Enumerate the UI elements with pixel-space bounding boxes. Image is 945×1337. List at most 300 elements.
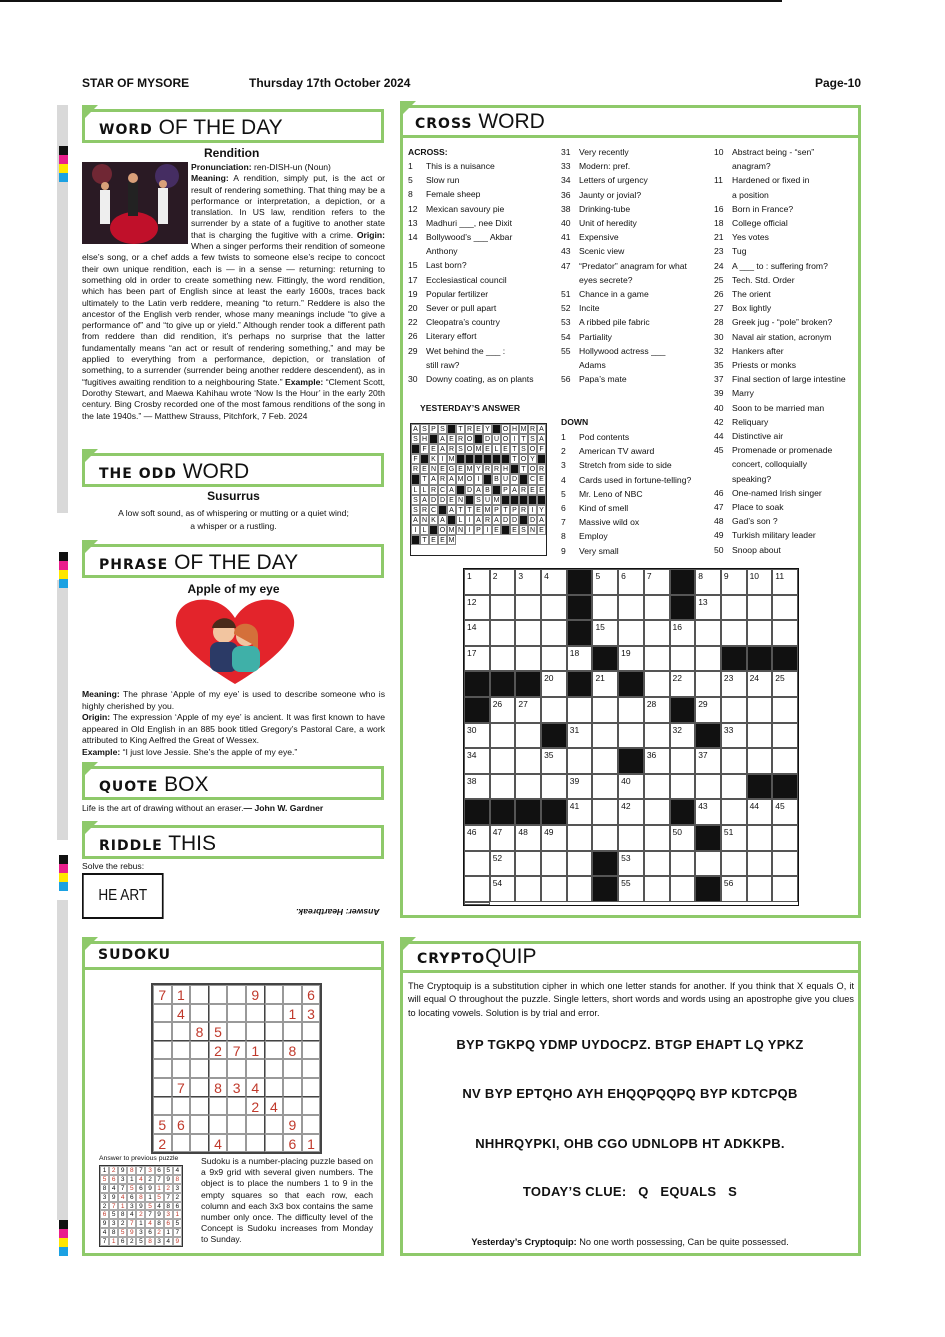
crossword-cell[interactable]: 11 — [772, 569, 798, 595]
crossword-cell[interactable] — [772, 851, 798, 877]
crossword-cell[interactable] — [721, 748, 747, 774]
crossword-cell[interactable] — [515, 620, 541, 646]
crossword-cell[interactable]: 38 — [464, 774, 490, 800]
crossword-cell[interactable]: 54 — [490, 876, 516, 902]
crossword-cell[interactable]: 42 — [618, 799, 644, 825]
crossword-cell[interactable] — [515, 774, 541, 800]
sudoku-cell[interactable] — [265, 1115, 284, 1134]
sudoku-cell[interactable] — [246, 1059, 265, 1078]
header-rule — [0, 0, 782, 2]
sudoku-cell[interactable] — [227, 1022, 246, 1041]
crossword-cell[interactable] — [515, 646, 541, 672]
crossword-cell[interactable]: 17 — [464, 646, 490, 672]
answer-cell: A — [447, 474, 456, 484]
crossword-cell[interactable] — [670, 748, 696, 774]
sudoku-cell[interactable]: 4 — [209, 1134, 228, 1153]
crossword-cell[interactable] — [515, 851, 541, 877]
crossword-cell[interactable]: 7 — [644, 569, 670, 595]
sudoku-cell[interactable] — [190, 1059, 209, 1078]
answer-cell: F — [411, 454, 420, 464]
crossword-cell[interactable] — [695, 646, 721, 672]
crossword-cell[interactable] — [515, 748, 541, 774]
crossword-cell[interactable] — [772, 748, 798, 774]
answer-cell: N — [421, 516, 428, 524]
black-square — [438, 505, 447, 515]
answer-cell: E — [438, 464, 447, 474]
previous-sudoku-cell: 2 — [145, 1175, 154, 1184]
crossword-cell[interactable] — [772, 595, 798, 621]
sudoku-cell[interactable]: 5 — [209, 1022, 228, 1041]
crossword-cell[interactable]: 5 — [592, 569, 618, 595]
previous-sudoku-cell: 8 — [155, 1219, 164, 1228]
answer-cell: A — [537, 515, 546, 525]
answer-cell: M — [466, 466, 473, 474]
crossword-cell[interactable]: 21 — [592, 671, 618, 697]
clue-item: 30 Downy coating, as on plants — [408, 374, 534, 385]
answer-cell: A — [474, 515, 483, 525]
sudoku-cell[interactable] — [227, 1097, 246, 1116]
crossword-cell[interactable]: 18 — [567, 646, 593, 672]
crossword-cell[interactable]: 40 — [618, 774, 644, 800]
clue-item: 26 Literary effort — [408, 331, 477, 342]
crossword-cell[interactable] — [541, 646, 567, 672]
crossword-cell[interactable]: 53 — [618, 851, 644, 877]
crossword-cell[interactable] — [541, 851, 567, 877]
sudoku-cell[interactable] — [172, 1041, 191, 1060]
sudoku-cell[interactable] — [302, 1097, 321, 1116]
crossword-cell[interactable] — [772, 697, 798, 723]
crossword-cell[interactable]: 4 — [541, 569, 567, 595]
sudoku-cell[interactable] — [283, 1022, 302, 1041]
crossword-cell[interactable]: 28 — [644, 697, 670, 723]
crossword-cell[interactable]: 15 — [592, 620, 618, 646]
crossword-cell[interactable] — [592, 748, 618, 774]
sudoku-cell[interactable] — [153, 1059, 172, 1078]
answer-cell: P — [429, 424, 438, 434]
crossword-cell[interactable] — [490, 723, 516, 749]
crossword-cell[interactable] — [644, 851, 670, 877]
sudoku-cell[interactable]: 6 — [172, 1115, 191, 1134]
clue-item: 8 Employ — [561, 531, 608, 542]
crossword-cell[interactable]: 31 — [567, 723, 593, 749]
crossword-cell[interactable] — [695, 774, 721, 800]
sudoku-cell[interactable]: 9 — [283, 1115, 302, 1134]
sudoku-cell[interactable] — [153, 1078, 172, 1097]
clue-item: 44 Distinctive air — [714, 431, 784, 442]
sudoku-cell[interactable] — [283, 985, 302, 1004]
crossword-cell[interactable] — [747, 851, 773, 877]
answer-cell: T — [519, 434, 528, 444]
crossword-grid[interactable] — [463, 568, 799, 906]
previous-sudoku-cell: 6 — [136, 1184, 145, 1193]
crossword-cell[interactable] — [747, 697, 773, 723]
sudoku-cell[interactable] — [153, 1041, 172, 1060]
answer-cell: R — [412, 466, 419, 474]
sudoku-cell[interactable] — [283, 1078, 302, 1097]
cryptoquip-line-2: NV BYP EPTQHO AYH EHQQPQQPQ BYP KDTCPQB — [462, 1086, 798, 1101]
sudoku-cell[interactable] — [227, 1115, 246, 1134]
crossword-cell[interactable] — [592, 723, 618, 749]
sudoku-cell[interactable]: 4 — [172, 1004, 191, 1023]
crossword-cell[interactable]: 6 — [618, 569, 644, 595]
sudoku-cell[interactable]: 6 — [283, 1134, 302, 1153]
sudoku-cell[interactable]: 3 — [302, 1004, 321, 1023]
sudoku-cell[interactable] — [227, 1134, 246, 1153]
sudoku-cell[interactable]: 7 — [172, 1078, 191, 1097]
crossword-cell[interactable] — [592, 774, 618, 800]
crossword-cell[interactable] — [721, 620, 747, 646]
clue-item: 56 Papa’s mate — [561, 374, 627, 385]
crossword-cell[interactable] — [490, 595, 516, 621]
crossword-cell[interactable]: 30 — [464, 723, 490, 749]
crossword-cell[interactable] — [747, 620, 773, 646]
sudoku-cell[interactable]: 1 — [172, 985, 191, 1004]
sudoku-cell[interactable] — [153, 1004, 172, 1023]
crossword-cell[interactable]: 22 — [670, 671, 696, 697]
answer-cell: Y — [528, 454, 537, 464]
crossword-cell[interactable]: 52 — [490, 851, 516, 877]
crossword-cell[interactable]: 46 — [464, 825, 490, 851]
answer-cell: R — [520, 486, 527, 494]
sudoku-cell[interactable] — [265, 985, 284, 1004]
black-square — [447, 424, 456, 434]
answer-cell: S — [411, 495, 420, 505]
sudoku-cell[interactable] — [265, 1134, 284, 1153]
black-square — [464, 671, 490, 697]
crossword-cell[interactable]: 55 — [618, 876, 644, 902]
answer-cell: I — [465, 515, 474, 525]
crossword-cell[interactable] — [618, 595, 644, 621]
sudoku-cell[interactable] — [227, 1004, 246, 1023]
crossword-cell[interactable] — [490, 774, 516, 800]
crossword-cell[interactable]: 1 — [464, 569, 490, 595]
sudoku-cell[interactable] — [209, 1097, 228, 1116]
crossword-cell[interactable]: 51 — [721, 825, 747, 851]
crossword-cell[interactable] — [644, 774, 670, 800]
crossword-cell[interactable] — [772, 723, 798, 749]
crossword-cell[interactable] — [695, 671, 721, 697]
crossword-cell[interactable]: 44 — [747, 799, 773, 825]
crossword-cell[interactable]: 56 — [721, 876, 747, 902]
answer-cell: B — [492, 474, 501, 484]
crossword-cell[interactable] — [592, 697, 618, 723]
black-square — [519, 515, 528, 525]
crossword-cell[interactable] — [490, 646, 516, 672]
crossword-cell[interactable]: 36 — [644, 748, 670, 774]
crossword-cell[interactable] — [747, 748, 773, 774]
sudoku-cell[interactable] — [172, 1059, 191, 1078]
crossword-cell[interactable]: 14 — [464, 620, 490, 646]
crossword-cell[interactable]: 2 — [490, 569, 516, 595]
crossword-cell[interactable] — [644, 799, 670, 825]
crossword-cell[interactable] — [644, 646, 670, 672]
tag-corner — [82, 762, 98, 778]
crossword-cell[interactable]: 24 — [747, 671, 773, 697]
crossword-cell[interactable] — [695, 851, 721, 877]
sudoku-cell[interactable] — [209, 1059, 228, 1078]
crossword-cell[interactable] — [644, 876, 670, 902]
sudoku-cell[interactable]: 1 — [283, 1004, 302, 1023]
sudoku-cell[interactable]: 4 — [246, 1078, 265, 1097]
clue-item: 15 Last born? — [408, 260, 467, 271]
answer-cell: E — [528, 485, 537, 495]
crossword-cell[interactable] — [515, 723, 541, 749]
crossword-cell[interactable] — [515, 595, 541, 621]
clue-item: a position — [732, 189, 769, 200]
sudoku-cell[interactable] — [265, 1059, 284, 1078]
sudoku-cell[interactable]: 2 — [246, 1097, 265, 1116]
registration-mark — [59, 873, 68, 882]
crossword-cell[interactable] — [618, 723, 644, 749]
sudoku-cell[interactable]: 2 — [209, 1041, 228, 1060]
crossword-cell[interactable] — [644, 595, 670, 621]
crossword-cell[interactable]: 25 — [772, 671, 798, 697]
sudoku-cell[interactable] — [302, 1041, 321, 1060]
answer-cell: I — [528, 505, 537, 515]
crossword-cell[interactable] — [567, 876, 593, 902]
crossword-cell[interactable] — [644, 825, 670, 851]
sudoku-cell[interactable]: 8 — [283, 1041, 302, 1060]
answer-cell: R — [466, 426, 473, 433]
clue-item: 7 Massive wild ox — [561, 517, 640, 528]
crossword-cell[interactable] — [592, 595, 618, 621]
sudoku-cell[interactable] — [302, 1115, 321, 1134]
clue-item: 29 Wet behind the ___ : — [408, 345, 506, 356]
answer-cell: P — [492, 505, 501, 515]
crossword-cell[interactable]: 29 — [695, 697, 721, 723]
crossword-cell[interactable]: 13 — [695, 595, 721, 621]
sudoku-cell[interactable]: 3 — [227, 1078, 246, 1097]
answer-cell: P — [510, 505, 519, 515]
crossword-cell[interactable] — [567, 825, 593, 851]
previous-sudoku-cell: 8 — [145, 1237, 154, 1246]
previous-sudoku-cell: 6 — [164, 1219, 173, 1228]
previous-sudoku-cell: 4 — [118, 1193, 127, 1202]
answer-cell: K — [429, 454, 438, 464]
previous-sudoku-cell: 3 — [118, 1175, 127, 1184]
sudoku-cell[interactable]: 8 — [190, 1022, 209, 1041]
crossword-cell[interactable]: 50 — [670, 825, 696, 851]
black-square — [515, 799, 541, 825]
crossword-cell[interactable]: 23 — [721, 671, 747, 697]
crossword-cell[interactable]: 8 — [695, 569, 721, 595]
sudoku-cell[interactable]: 7 — [227, 1041, 246, 1060]
sudoku-grid[interactable] — [151, 983, 322, 1154]
crossword-cell[interactable] — [592, 825, 618, 851]
crossword-cell[interactable]: 9 — [721, 569, 747, 595]
crossword-cell[interactable]: 20 — [541, 671, 567, 697]
crossword-cell[interactable] — [747, 723, 773, 749]
crossword-cell[interactable] — [772, 620, 798, 646]
sudoku-cell[interactable] — [302, 1059, 321, 1078]
registration-mark — [59, 1247, 68, 1256]
previous-sudoku-cell: 6 — [155, 1166, 164, 1175]
crossword-cell[interactable] — [541, 876, 567, 902]
crossword-cell[interactable]: 32 — [670, 723, 696, 749]
crossword-cell[interactable] — [618, 620, 644, 646]
sudoku-cell[interactable] — [227, 985, 246, 1004]
crossword-cell[interactable]: 10 — [747, 569, 773, 595]
crossword-cell[interactable] — [747, 876, 773, 902]
crossword-cell[interactable]: 45 — [772, 799, 798, 825]
crossword-cell[interactable] — [490, 620, 516, 646]
sudoku-cell[interactable] — [283, 1059, 302, 1078]
answer-cell: E — [537, 485, 546, 495]
sudoku-cell[interactable] — [265, 1078, 284, 1097]
crossword-cell[interactable] — [464, 876, 490, 902]
crossword-cell[interactable] — [644, 723, 670, 749]
crossword-cell[interactable] — [567, 697, 593, 723]
crossword-cell[interactable] — [670, 646, 696, 672]
clue-item: 49 Turkish military leader — [714, 530, 816, 541]
crossword-cell[interactable] — [618, 825, 644, 851]
previous-sudoku-cell: 4 — [127, 1210, 136, 1219]
crossword-cell[interactable] — [541, 620, 567, 646]
sudoku-cell[interactable]: 5 — [153, 1115, 172, 1134]
crossword-cell[interactable]: 37 — [695, 748, 721, 774]
sudoku-cell[interactable] — [209, 1004, 228, 1023]
sudoku-cell[interactable]: 2 — [153, 1134, 172, 1153]
crossword-cell[interactable] — [670, 851, 696, 877]
sudoku-cell[interactable] — [190, 1078, 209, 1097]
answer-cell: H — [421, 436, 428, 444]
crossword-cell[interactable] — [464, 851, 490, 877]
crossword-cell[interactable]: 19 — [618, 646, 644, 672]
crossword-cell[interactable] — [618, 697, 644, 723]
sudoku-cell[interactable] — [190, 1134, 209, 1153]
crossword-cell[interactable] — [695, 620, 721, 646]
black-square — [618, 671, 644, 697]
crossword-cell[interactable]: 27 — [515, 697, 541, 723]
crossword-cell[interactable] — [567, 851, 593, 877]
crossword-cell[interactable]: 33 — [721, 723, 747, 749]
sudoku-cell[interactable] — [190, 1004, 209, 1023]
clue-item: 38 Drinking-tube — [561, 203, 631, 214]
sudoku-cell[interactable]: 1 — [246, 1041, 265, 1060]
answer-cell: D — [430, 496, 437, 504]
previous-sudoku-cell: 9 — [164, 1175, 173, 1184]
clue-item: 53 A ribbed pile fabric — [561, 317, 650, 328]
crossword-cell[interactable]: 34 — [464, 748, 490, 774]
sudoku-cell[interactable]: 7 — [153, 985, 172, 1004]
crossword-cell[interactable]: 16 — [670, 620, 696, 646]
sudoku-cell[interactable] — [153, 1022, 172, 1041]
registration-mark — [59, 164, 68, 173]
sudoku-cell[interactable] — [246, 1022, 265, 1041]
black-square — [695, 876, 721, 902]
crossword-cell[interactable]: 43 — [695, 799, 721, 825]
sudoku-cell[interactable] — [190, 1041, 209, 1060]
answer-cell: E — [483, 444, 492, 454]
sudoku-cell[interactable] — [172, 1022, 191, 1041]
crossword-cell[interactable]: 26 — [490, 697, 516, 723]
crossword-cell[interactable] — [772, 825, 798, 851]
crossword-cell[interactable] — [747, 595, 773, 621]
crossword-cell[interactable]: 48 — [515, 825, 541, 851]
answer-cell: N — [457, 496, 464, 504]
sudoku-cell[interactable] — [172, 1097, 191, 1116]
crossword-cell[interactable] — [541, 774, 567, 800]
clue-item: 35 Priests or monks — [714, 360, 796, 371]
clue-item: 6 Kind of smell — [561, 503, 629, 514]
sudoku-cell[interactable] — [227, 1059, 246, 1078]
sudoku-cell[interactable] — [246, 1134, 265, 1153]
clue-item: 40 Unit of heredity — [561, 218, 637, 229]
crossword-cell[interactable] — [592, 799, 618, 825]
sudoku-cell[interactable] — [209, 1115, 228, 1134]
crossword-cell[interactable] — [541, 697, 567, 723]
crossword-cell[interactable] — [721, 851, 747, 877]
previous-sudoku-cell: 1 — [155, 1184, 164, 1193]
crossword-cell[interactable]: 41 — [567, 799, 593, 825]
sudoku-cell[interactable] — [265, 1041, 284, 1060]
previous-sudoku-cell: 1 — [118, 1202, 127, 1211]
crossword-cell[interactable] — [515, 876, 541, 902]
crossword-cell[interactable] — [490, 748, 516, 774]
crossword-cell[interactable] — [721, 595, 747, 621]
sudoku-cell[interactable] — [172, 1134, 191, 1153]
answer-cell: H — [502, 466, 509, 474]
crossword-cell[interactable] — [567, 748, 593, 774]
clue-item: 34 Letters of urgency — [561, 175, 648, 186]
crossword-cell[interactable] — [670, 774, 696, 800]
crossword-cell[interactable] — [747, 825, 773, 851]
crossword-cell[interactable] — [644, 671, 670, 697]
sudoku-cell[interactable]: 9 — [246, 985, 265, 1004]
crossword-cell[interactable] — [541, 595, 567, 621]
sudoku-cell[interactable] — [209, 985, 228, 1004]
crossword-cell[interactable]: 35 — [541, 748, 567, 774]
black-square — [456, 485, 465, 495]
sudoku-cell[interactable] — [190, 985, 209, 1004]
crossword-cell[interactable] — [644, 620, 670, 646]
sudoku-cell[interactable] — [190, 1097, 209, 1116]
sudoku-cell[interactable] — [265, 1022, 284, 1041]
sudoku-cell[interactable] — [153, 1097, 172, 1116]
sudoku-cell[interactable]: 8 — [209, 1078, 228, 1097]
sudoku-cell[interactable] — [246, 1115, 265, 1134]
crossword-cell[interactable]: 12 — [464, 595, 490, 621]
sudoku-cell[interactable] — [246, 1004, 265, 1023]
crossword-cell[interactable] — [721, 697, 747, 723]
crossword-cell[interactable]: 49 — [541, 825, 567, 851]
crossword-cell[interactable] — [721, 774, 747, 800]
black-square — [618, 748, 644, 774]
sudoku-cell[interactable] — [190, 1115, 209, 1134]
across-label: ACROSS: — [408, 147, 448, 157]
crossword-cell[interactable]: 3 — [515, 569, 541, 595]
yesterday-cryptoquip: Yesterday’s Cryptoquip: No one worth possessing, Can be quite possessed. — [471, 1237, 789, 1247]
sudoku-cell[interactable]: 6 — [302, 985, 321, 1004]
crossword-cell[interactable]: 47 — [490, 825, 516, 851]
crossword-cell[interactable] — [772, 876, 798, 902]
crossword-cell[interactable] — [464, 902, 490, 905]
sudoku-cell[interactable] — [283, 1097, 302, 1116]
odd-word-title: Susurrus — [207, 489, 260, 503]
crossword-cell[interactable] — [721, 799, 747, 825]
crossword-cell[interactable] — [670, 876, 696, 902]
sudoku-cell[interactable] — [302, 1022, 321, 1041]
answer-cell: D — [502, 516, 509, 524]
answer-cell: R — [457, 436, 464, 444]
crossword-cell[interactable]: 39 — [567, 774, 593, 800]
sudoku-cell[interactable]: 1 — [302, 1134, 321, 1153]
black-square — [567, 595, 593, 621]
sudoku-cell[interactable] — [265, 1004, 284, 1023]
sudoku-cell[interactable]: 4 — [265, 1097, 284, 1116]
clue-item: 54 Partiality — [561, 331, 612, 342]
sudoku-cell[interactable] — [302, 1078, 321, 1097]
